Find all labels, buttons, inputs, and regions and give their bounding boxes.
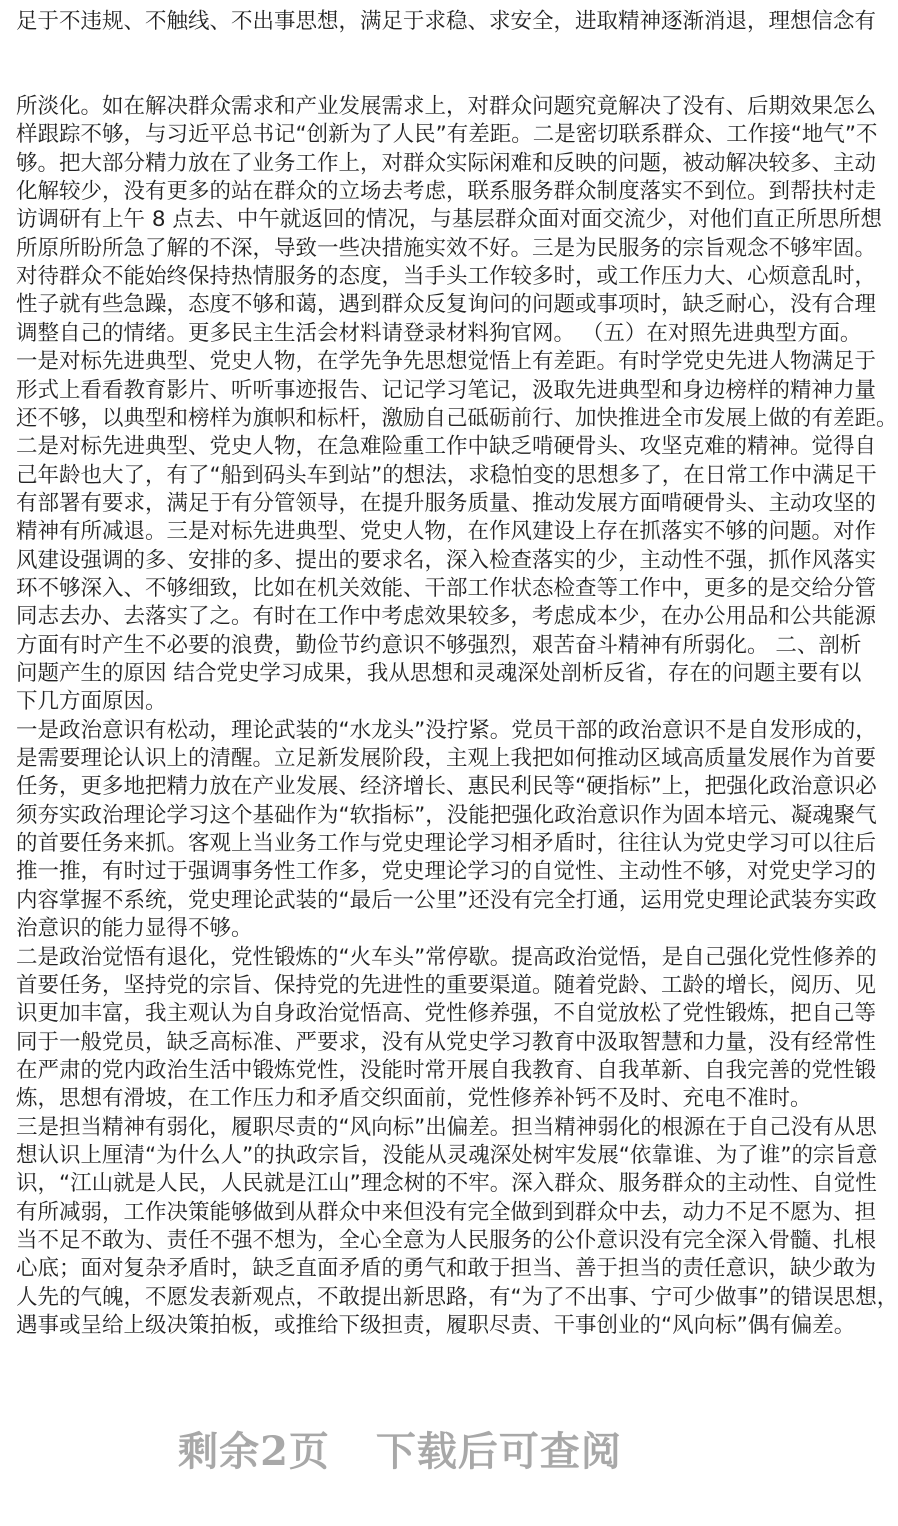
text-line: 当不足不敢为、责任不强不想为，全心全意为人民服务的公仆意识没有完全深入骨髓、扎根	[16, 1228, 877, 1253]
text-line: 问题产生的原因 结合党史学习成果，我从思想和灵魂深处剖析反省，存在的问题主要有以	[16, 661, 862, 686]
text-line: 二是政治觉悟有退化，党性锻炼的“火车头”常停歇。提高政治觉悟，是自己强化党性修养的	[16, 944, 877, 970]
text-line: 还不够，以典型和榜样为旗帜和标杆，激励自己砥砺前行、加快推进全市发展上做的有差距。	[16, 405, 898, 431]
text-line: 同志去办、去落实了之。有时在工作中考虑效果较多，考虑成本少，在办公用品和公共能源	[16, 604, 877, 630]
text-line: 所淡化。如在解决群众需求和产业发展需求上，对群众问题究竟解决了没有、后期效果怎么	[16, 94, 877, 119]
text-line: 一是对标先进典型、党史人物，在学先争先思想觉悟上有差距。有时学党史先进人物满足于	[16, 349, 877, 375]
text-line: 调整自己的情绪。更多民主生活会材料请登录材料狗官网。 （五）在对照先进典型方面。	[16, 320, 862, 346]
text-line: 有所减弱，工作决策能够做到从群众中来但没有完全做到到群众中去，动力不足不愿为、担	[16, 1199, 877, 1225]
download-prompt-label[interactable]: 下载后可查阅	[375, 1428, 622, 1475]
text-line: 心底；面对复杂矛盾时，缺乏直面矛盾的勇气和敢于担当、善于担当的责任意识，缺少敢为	[16, 1256, 877, 1282]
text-line: 环不够深入、不够细致，比如在机关效能、干部工作状态检查等工作中，更多的是交给分管	[16, 575, 877, 601]
text-line: 形式上看看教育影片、听听事迹报告、记记学习笔记，汲取先进典型和身边榜样的精神力量	[16, 377, 877, 403]
text-line: 治意识的能力显得不够。	[16, 916, 253, 942]
text-line: 够。把大部分精力放在了业务工作上，对群众实际闲难和反映的问题，被动解决较多、主动	[16, 150, 877, 176]
text-line: 想认识上厘清“为什么人”的执政宗旨，没能从灵魂深处树牢发展“依靠谁、为了谁”的宗旨意	[16, 1142, 878, 1168]
text-line: 三是担当精神有弱化，履职尽责的“风向标”出偏差。担当精神弱化的根源在于自己没有从思	[16, 1114, 877, 1140]
text-line: 一是政治意识有松动，理论武装的“水龙头”没拧紧。党员干部的政治意识不是自发形成的，	[16, 717, 877, 743]
text-line: 内容掌握不系统，党史理论武装的“最后一公里”还没有完全打通，运用党史理论武装夯实政	[16, 887, 877, 913]
text-line: 炼，思想有滑坡，在工作压力和矛盾交织面前，党性修养补钙不及时、充电不准时。	[16, 1086, 812, 1112]
text-line: 识更加丰富，我主观认为自身政治觉悟高、党性修养强，不自觉放松了党性锻炼，把自己等	[16, 1001, 877, 1027]
text-line: 人先的气魄，不愿发表新观点，不敢提出新思路，有“为了不出事、宁可少做事”的错误思想，	[16, 1284, 898, 1310]
text-line: 任务，更多地把精力放在产业发展、经济增长、惠民利民等“硬指标”上，把强化政治意识必	[16, 774, 877, 800]
text-line: 遇事或呈给上级决策拍板，或推给下级担责，履职尽责、干事创业的“风向标”偶有偏差。	[16, 1313, 856, 1339]
text-line: 二是对标先进典型、党史人物，在急难险重工作中缺乏啃硬骨头、攻坚克难的精神。觉得自	[16, 434, 877, 460]
text-line: 首要任务，坚持党的宗旨、保持党的先进性的重要渠道。随着党龄、工龄的增长，阅历、见	[16, 972, 877, 998]
text-line: 所原所盼所急了解的不深，导致一些决措施实效不好。三是为民服务的宗旨观念不够牢固。	[16, 235, 877, 261]
text-line: 足于不违规、不触线、不出事思想，满足于求稳、求安全，进取精神逐渐消退，理想信念有	[16, 9, 877, 34]
text-line: 推一推，有时过于强调事务性工作多，党史理论学习的自觉性、主动性不够，对党史学习的	[16, 859, 877, 885]
text-line: 化解较少，没有更多的站在群众的立场去考虑，联系服务群众制度落实不到位。到帮扶村走	[16, 179, 877, 205]
text-line: 是需要理论认识上的清醒。立足新发展阶段，主观上我把如何推动区域高质量发展作为首要	[16, 746, 877, 772]
text-line: 样跟踪不够，与习近平总书记“创新为了人民”有差距。二是密切联系群众、工作接“地气”不	[16, 122, 878, 148]
text-line: 风建设强调的多、安排的多、提出的要求名，深入检查落实的少，主动性不强，抓作风落实	[16, 547, 877, 573]
text-line: 须夯实政治理论学习这个基础作为“软指标”，没能把强化政治意识作为固本培元、凝魂聚气	[16, 802, 877, 828]
download-prompt-banner[interactable]	[0, 1420, 800, 1477]
text-line: 己年龄也大了，有了“船到码头车到站”的想法，求稳怕变的思想多了，在日常工作中满足干	[16, 462, 877, 488]
text-line: 访调研有上午 8 点去、中午就返回的情况，与基层群众面对面交流少，对他们直正所思所想	[16, 207, 882, 233]
text-line: 同于一般党员，缺乏高标准、严要求，没有从党史学习教育中汲取智慧和力量，没有经常性	[16, 1029, 877, 1055]
text-line: 的首要任务来抓。客观上当业务工作与党史理论学习相矛盾时，往往认为党史学习可以往后	[16, 831, 877, 857]
text-line: 在严肃的党内政治生活中锻炼党性，没能时常开展自我教育、自我革新、自我完善的党性锻	[16, 1057, 877, 1083]
remaining-pages-label: 剩余2页	[178, 1428, 330, 1475]
text-line: 识，“江山就是人民，人民就是江山”理念树的不牢。深入群众、服务群众的主动性、自觉性	[16, 1171, 877, 1197]
text-line: 性子就有些急躁，态度不够和蔼，遇到群众反复询问的问题或事项时，缺乏耐心，没有合理	[16, 292, 877, 318]
text-line: 对待群众不能始终保持热情服务的态度，当手头工作较多时，或工作压力大、心烦意乱时，	[16, 264, 877, 290]
text-line: 精神有所减退。三是对标先进典型、党史人物，在作风建设上存在抓落实不够的问题。对作	[16, 519, 877, 545]
text-line: 下几方面原因。	[16, 689, 167, 715]
text-line: 方面有时产生不必要的浪费，勤俭节约意识不够强烈，艰苦奋斗精神有所弱化。 二、剖析	[16, 632, 862, 658]
text-line: 有部署有要求，满足于有分管领导，在提升服务质量、推动发展方面啃硬骨头、主动攻坚的	[16, 490, 877, 516]
